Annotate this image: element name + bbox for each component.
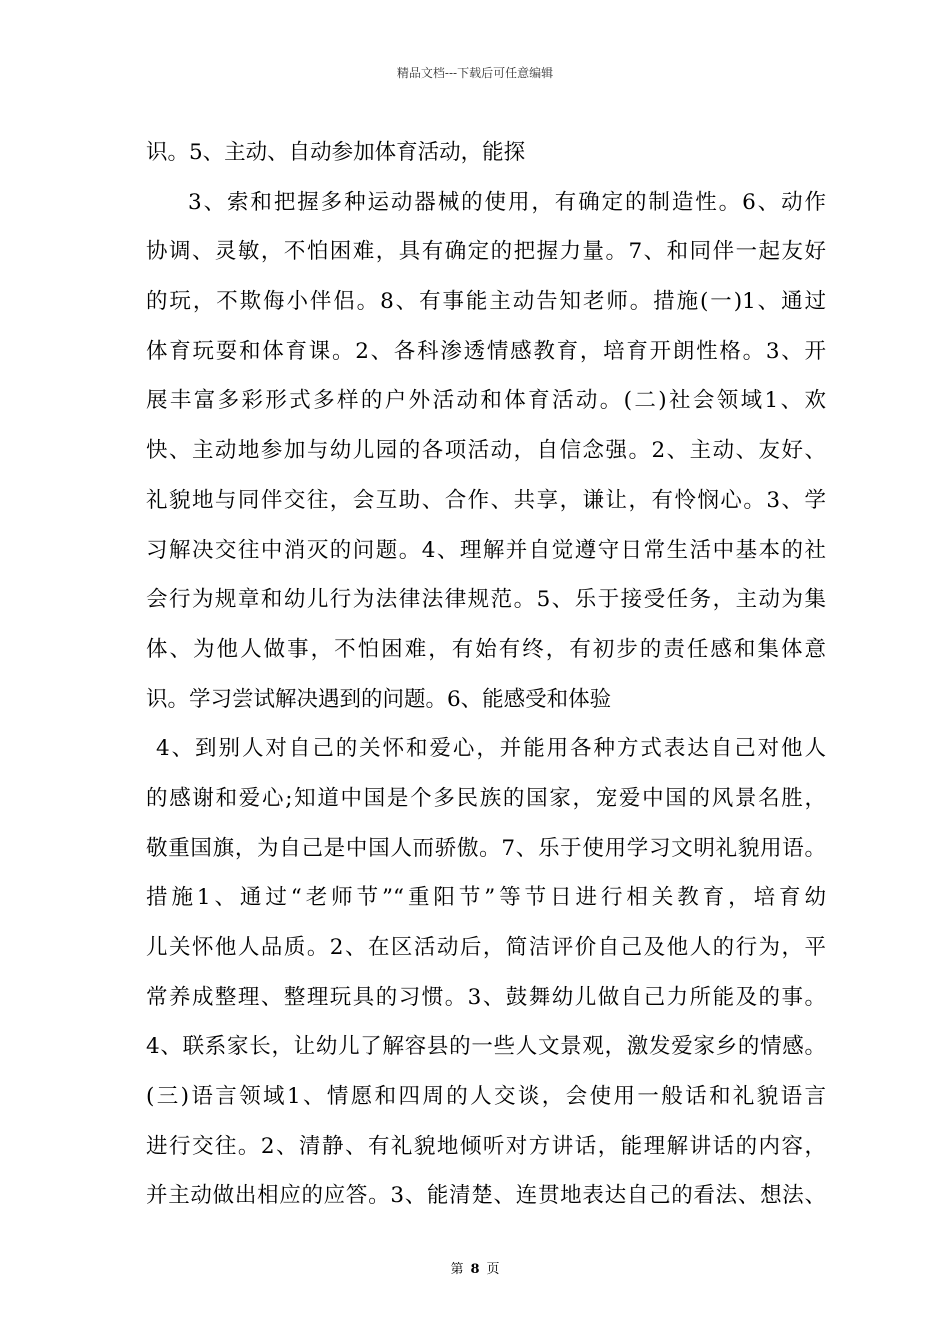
- page-header: 精品文档---下载后可任意编辑: [396, 66, 554, 80]
- document-body: [146, 128, 826, 1221]
- text-line: 儿关怀他人品质。2、在区活动后，简洁评价自己及他人的行为，平: [146, 935, 826, 960]
- text-line: 3、索和把握多种运动器械的使用，有确定的制造性。6、动作: [188, 189, 826, 215]
- text-line: (三)语言领域1、情愿和四周的人交谈，会使用一般话和礼貌语言: [146, 1084, 826, 1110]
- text-line: 识。5、主动、自动参加体育活动，能探: [146, 140, 526, 165]
- text-line: 进行交往。2、清静、有礼貌地倾听对方讲话，能理解讲话的内容，: [146, 1133, 826, 1159]
- text-line: 体、为他人做事，不怕困难，有始有终，有初步的责任感和集体意: [146, 636, 826, 662]
- text-line: 的感谢和爱心;知道中国是个多民族的国家，宠爱中国的风景名胜，: [146, 785, 826, 811]
- text-line: 习解决交往中消灭的问题。4、理解并自觉遵守日常生活中基本的社: [146, 537, 826, 563]
- text-line: 的玩，不欺侮小伴侣。8、有事能主动告知老师。措施(一)1、通过: [146, 289, 826, 315]
- text-line: 展丰富多彩形式多样的户外活动和体育活动。(二)社会领域1、欢: [146, 388, 826, 414]
- text-line: 敬重国旗，为自己是中国人而骄傲。7、乐于使用学习文明礼貌用语。: [146, 835, 826, 861]
- text-line: 4、联系家长，让幼儿了解容县的一些人文景观，激发爱家乡的情感。: [146, 1034, 826, 1060]
- text-line: 礼貌地与同伴交往，会互助、合作、共享，谦让，有怜悯心。3、学: [146, 487, 826, 513]
- text-line: 快、主动地参加与幼儿园的各项活动，自信念强。2、主动、友好、: [146, 438, 826, 464]
- text-line: 体育玩耍和体育课。2、各科渗透情感教育，培育开朗性格。3、开: [146, 338, 826, 364]
- text-line: 协调、灵敏，不怕困难，具有确定的把握力量。7、和同伴一起友好: [146, 239, 826, 265]
- page-footer: [0, 1258, 950, 1277]
- text-line: 4、到别人对自己的关怀和爱心，并能用各种方式表达自己对他人: [156, 736, 826, 762]
- text-line: 常养成整理、整理玩具的习惯。3、鼓舞幼儿做自己力所能及的事。: [146, 984, 826, 1010]
- text-line: 并主动做出相应的应答。3、能清楚、连贯地表达自己的看法、想法、: [146, 1183, 826, 1209]
- text-line: 会行为规章和幼儿行为法律法律规范。5、乐于接受任务，主动为集: [146, 587, 826, 613]
- page-number: 8: [470, 1262, 480, 1277]
- page-number-suffix: 页: [486, 1262, 500, 1277]
- text-line: 识。学习尝试解决遇到的问题。6、能感受和体验: [146, 686, 612, 712]
- page-number-prefix: 第: [450, 1262, 464, 1277]
- text-line: 措施1、通过“老师节”“重阳节”等节日进行相关教育，培育幼: [146, 885, 826, 911]
